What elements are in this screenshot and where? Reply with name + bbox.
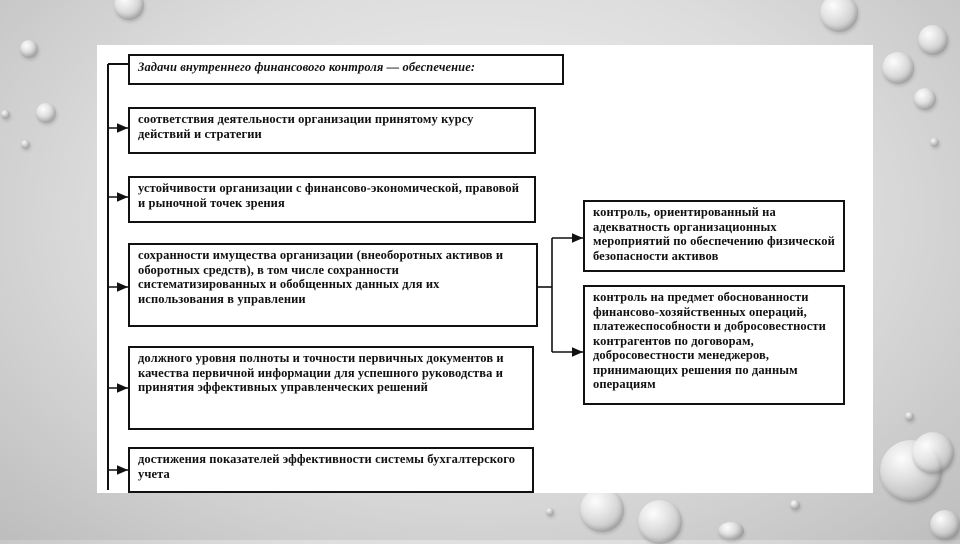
water-drop	[905, 412, 914, 421]
water-drop	[546, 508, 554, 516]
water-drop	[20, 40, 38, 58]
water-drop	[930, 510, 960, 540]
water-drop	[36, 103, 56, 123]
water-drop	[882, 52, 914, 84]
water-drop	[912, 432, 954, 474]
water-drop	[21, 140, 30, 149]
control-box-operations: контроль на предмет обоснованности финансово-хозяйственных операций, платежеспособности и добросовестности контрагентов по договорам, добросовестности менеджеров, принимающих решения по данным операциям	[583, 285, 845, 405]
water-drop	[820, 0, 858, 32]
task-box-assets: сохранности имущества организации (внеоборотных активов и оборотных средств), в том числе сохранности систематизированных и обобщенных данных для их использования в управлении	[128, 243, 538, 327]
task-box-stability: устойчивости организации с финансово-экономической, правовой и рыночной точек зрения	[128, 176, 536, 223]
task-box-documents: должного уровня полноты и точности первичных документов и качества первичной информации для успешного руководства и принятия эффективных управленческих решений	[128, 346, 534, 430]
task-box-strategy: соответствия деятельности организации принятому курсу действий и стратегии	[128, 107, 536, 154]
water-drop	[918, 25, 948, 55]
water-drop	[1, 110, 10, 119]
water-drop	[114, 0, 144, 20]
water-drop	[930, 138, 939, 147]
water-drop	[638, 500, 682, 544]
control-box-physical: контроль, ориентированный на адекватность организационных мероприятий по обеспечению физической безопасности активов	[583, 200, 845, 272]
water-drop	[718, 522, 744, 540]
task-box-accounting: достижения показателей эффективности системы бухгалтерского учета	[128, 447, 534, 493]
title-box: Задачи внутреннего финансового контроля — обеспечение:	[128, 54, 564, 85]
water-drop	[914, 88, 936, 110]
water-drop	[790, 500, 800, 510]
water-drop	[580, 488, 624, 532]
